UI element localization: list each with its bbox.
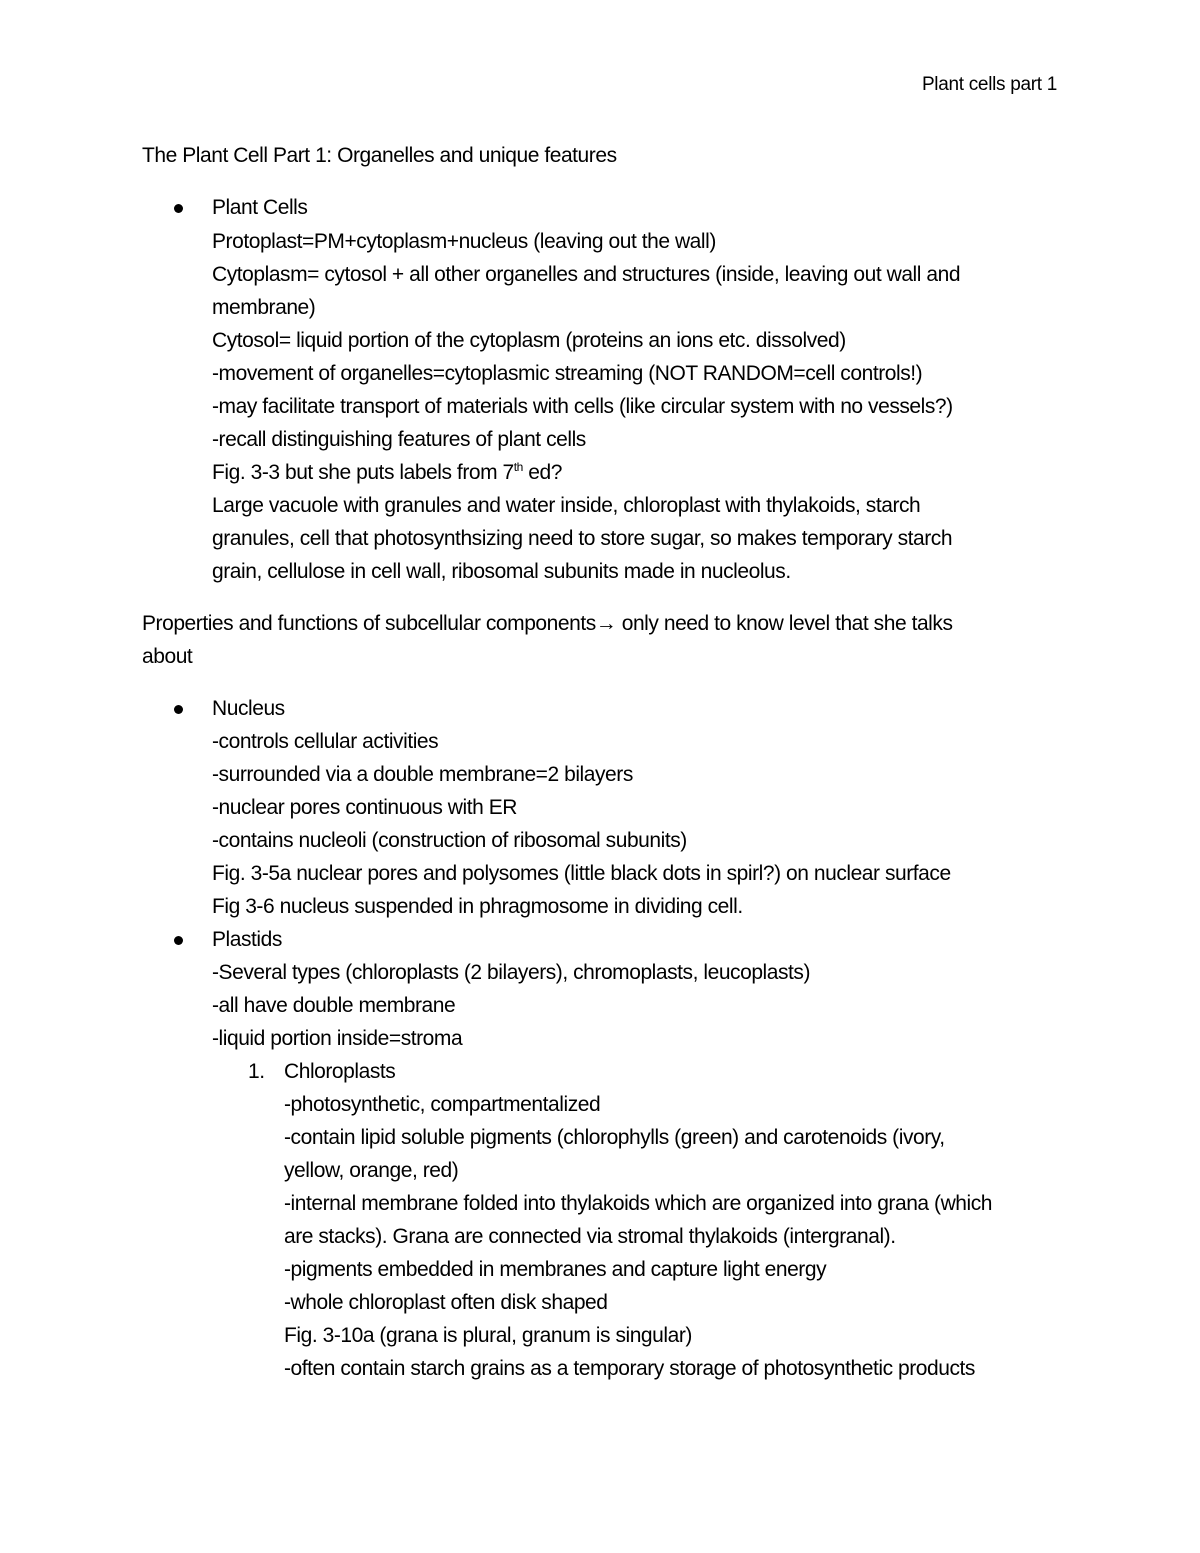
- properties-text: Properties and functions of subcellular components: [142, 612, 596, 635]
- chloroplasts-line: -often contain starch grains as a temporary storage of photosynthetic products: [284, 1357, 975, 1380]
- chloroplasts-line: -internal membrane folded into thylakoids which are organized into grana (which: [284, 1192, 993, 1215]
- plant-cells-line: Cytosol= liquid portion of the cytoplasm (proteins an ions etc. dissolved): [212, 329, 846, 352]
- properties-line: about: [142, 645, 193, 668]
- fig-suffix: ed?: [522, 461, 562, 484]
- bullet-dot: [174, 936, 183, 945]
- nucleus-heading: Nucleus: [212, 697, 285, 720]
- chloroplasts-line: -whole chloroplast often disk shaped: [284, 1291, 608, 1314]
- chloroplasts-line: -contain lipid soluble pigments (chlorophylls (green) and carotenoids (ivory,: [284, 1126, 945, 1149]
- page-header: Plant cells part 1: [921, 74, 1057, 95]
- chloroplasts-line: -photosynthetic, compartmentalized: [284, 1093, 601, 1116]
- plant-cells-line: -recall distinguishing features of plant cells: [212, 428, 586, 451]
- nucleus-line: Fig. 3-5a nuclear pores and polysomes (little black dots in spirl?) on nuclear surface: [212, 862, 951, 885]
- plant-cells-line: Large vacuole with granules and water inside, chloroplast with thylakoids, starch: [212, 494, 921, 517]
- plant-cells-line: granules, cell that photosynthsizing need to store sugar, so makes temporary starch: [212, 527, 953, 550]
- plastids-line: -Several types (chloroplasts (2 bilayers), chromoplasts, leucoplasts): [212, 961, 811, 984]
- fig-prefix: Fig. 3-3 but she puts labels from 7: [212, 461, 514, 484]
- chloroplasts-heading: Chloroplasts: [284, 1060, 396, 1083]
- nucleus-line: -nuclear pores continuous with ER: [212, 796, 517, 819]
- arrow-icon: →: [595, 612, 617, 635]
- fig-reference: [212, 460, 562, 486]
- nucleus-line: -surrounded via a double membrane=2 bilayers: [212, 763, 633, 786]
- page-title: The Plant Cell Part 1: Organelles and unique features: [142, 144, 617, 167]
- nucleus-line: Fig 3-6 nucleus suspended in phragmosome in dividing cell.: [212, 895, 743, 918]
- chloroplasts-line: are stacks). Grana are connected via stromal thylakoids (intergranal).: [284, 1225, 896, 1248]
- chloroplasts-line: -pigments embedded in membranes and capture light energy: [284, 1258, 827, 1281]
- properties-heading: [142, 611, 953, 637]
- plant-cells-heading: Plant Cells: [212, 196, 308, 219]
- plant-cells-line: -may facilitate transport of materials with cells (like circular system with no vessels?): [212, 395, 953, 418]
- plastids-line: -liquid portion inside=stroma: [212, 1027, 463, 1050]
- plastids-line: -all have double membrane: [212, 994, 456, 1017]
- properties-rest: only need to know level that she talks: [616, 612, 953, 635]
- plant-cells-line: grain, cellulose in cell wall, ribosomal subunits made in nucleolus.: [212, 560, 791, 583]
- chloroplasts-line: yellow, orange, red): [284, 1159, 459, 1182]
- nucleus-line: -controls cellular activities: [212, 730, 439, 753]
- plant-cells-line: membrane): [212, 296, 316, 319]
- plant-cells-line: Protoplast=PM+cytoplasm+nucleus (leaving out the wall): [212, 230, 716, 253]
- plant-cells-line: Cytoplasm= cytosol + all other organelles and structures (inside, leaving out wall and: [212, 263, 961, 286]
- chloroplasts-line: Fig. 3-10a (grana is plural, granum is singular): [284, 1324, 692, 1347]
- nucleus-line: -contains nucleoli (construction of ribosomal subunits): [212, 829, 687, 852]
- fig-superscript: th: [513, 460, 523, 474]
- bullet-dot: [174, 705, 183, 714]
- plastids-heading: Plastids: [212, 928, 282, 951]
- bullet-dot: [174, 204, 183, 213]
- plant-cells-line: -movement of organelles=cytoplasmic streaming (NOT RANDOM=cell controls!): [212, 362, 923, 385]
- list-number: 1.: [248, 1060, 265, 1083]
